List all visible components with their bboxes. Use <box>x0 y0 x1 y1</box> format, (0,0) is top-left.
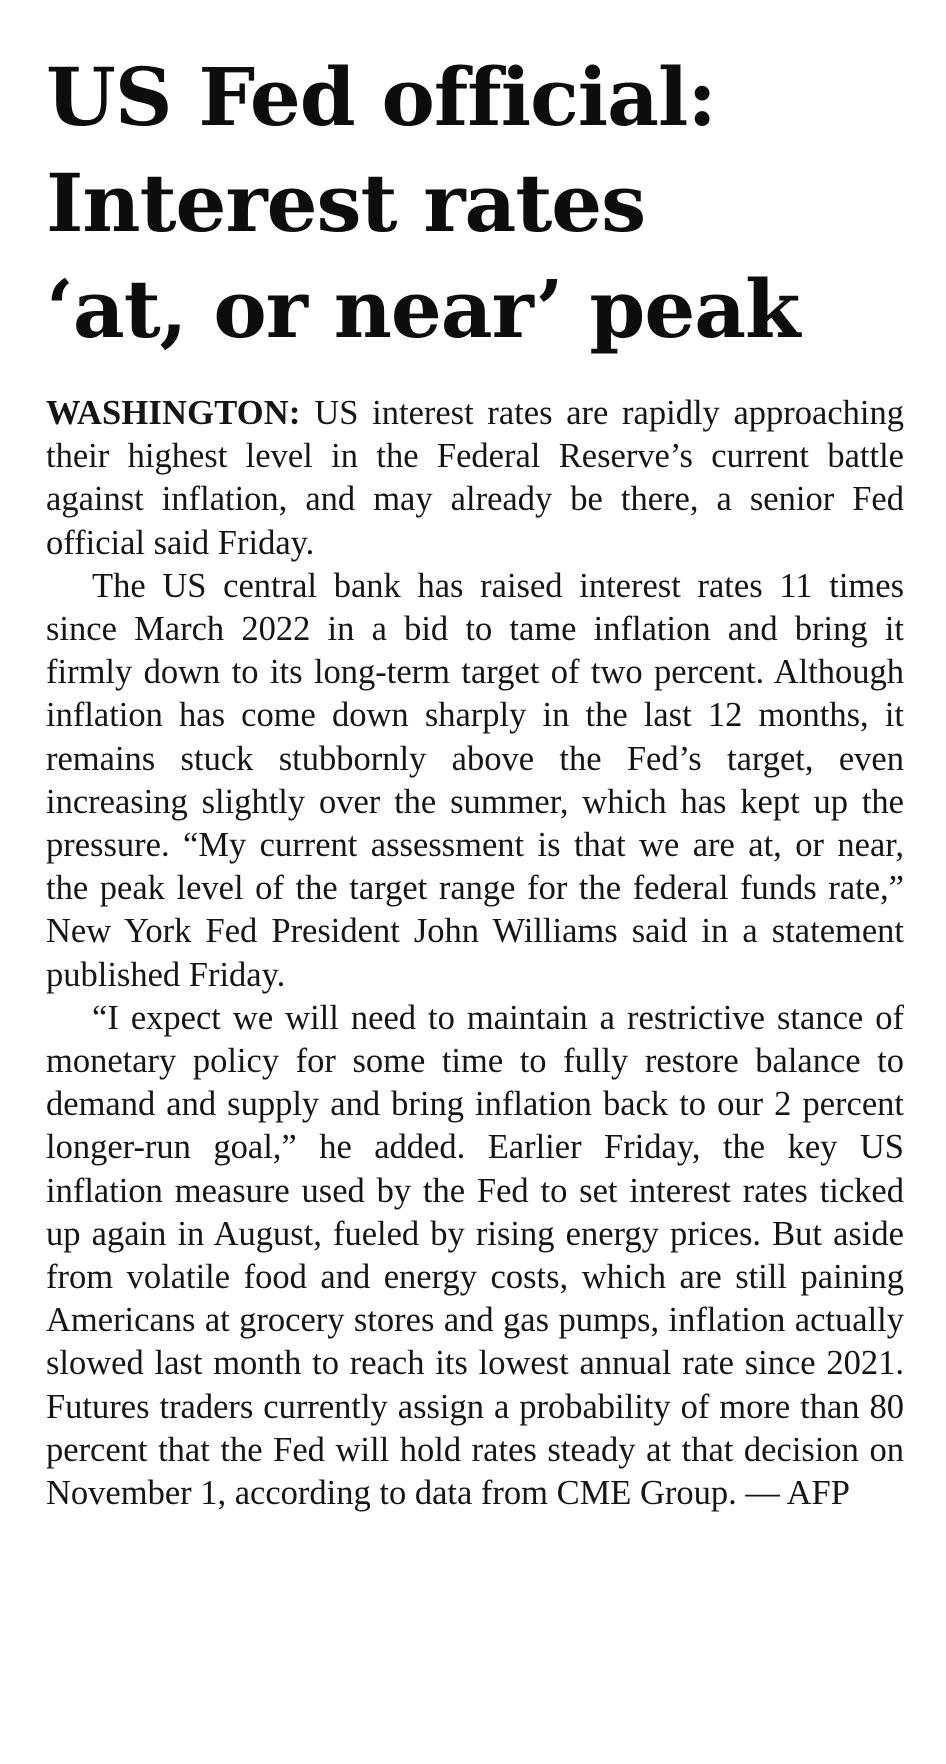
headline-line-2: Interest rates <box>46 156 646 250</box>
paragraph-1 <box>46 392 904 565</box>
article-body <box>46 392 904 1515</box>
headline-line-3: ‘at, or near’ peak <box>46 262 800 356</box>
news-article <box>46 0 904 1515</box>
byline-credit: — AFP <box>745 1474 850 1513</box>
paragraph-1-text: US interest rates are rapidly approaching their highest level in the Federal Reserve’s current battle against inflation, and may already be there, a senior Fed official said Friday. <box>46 394 904 562</box>
dateline: WASHINGTON: <box>46 394 301 432</box>
headline <box>46 0 904 362</box>
paragraph-3 <box>46 997 904 1515</box>
headline-line-1: US Fed official: <box>46 50 716 144</box>
paragraph-2: The US central bank has raised interest rates 11 times since March 2022 in a bid to tame inflation and bring it firmly down to its long-term target of two percent. Although inflation has come down sharply in the last 12 months, it remains stuck stubbornly above the Fed’s target, even increasing slightly over the summer, which has kept up the pressure. “My current assessment is that we are at, or near, the peak level of the target range for the federal funds rate,” New York Fed President John Williams said in a statement published Friday. <box>46 566 904 994</box>
paragraph-3-text: “I expect we will need to maintain a restrictive stance of monetary policy for some time to fully restore balance to demand and supply and bring inflation back to our 2 percent longer-run goal,” he added. Earlier Friday, the key US inflation measure used by the Fed to set interest rates ticked up again in August, fueled by rising energy prices. But aside from volatile food and energy costs, which are still paining Americans at grocery stores and gas pumps, inflation actually slowed last month to reach its lowest annual rate since 2021. Futures traders currently assign a probability of more than 80 percent that the Fed will hold rates steady at that decision on November 1, according to data from CME Group. <box>46 998 904 1513</box>
